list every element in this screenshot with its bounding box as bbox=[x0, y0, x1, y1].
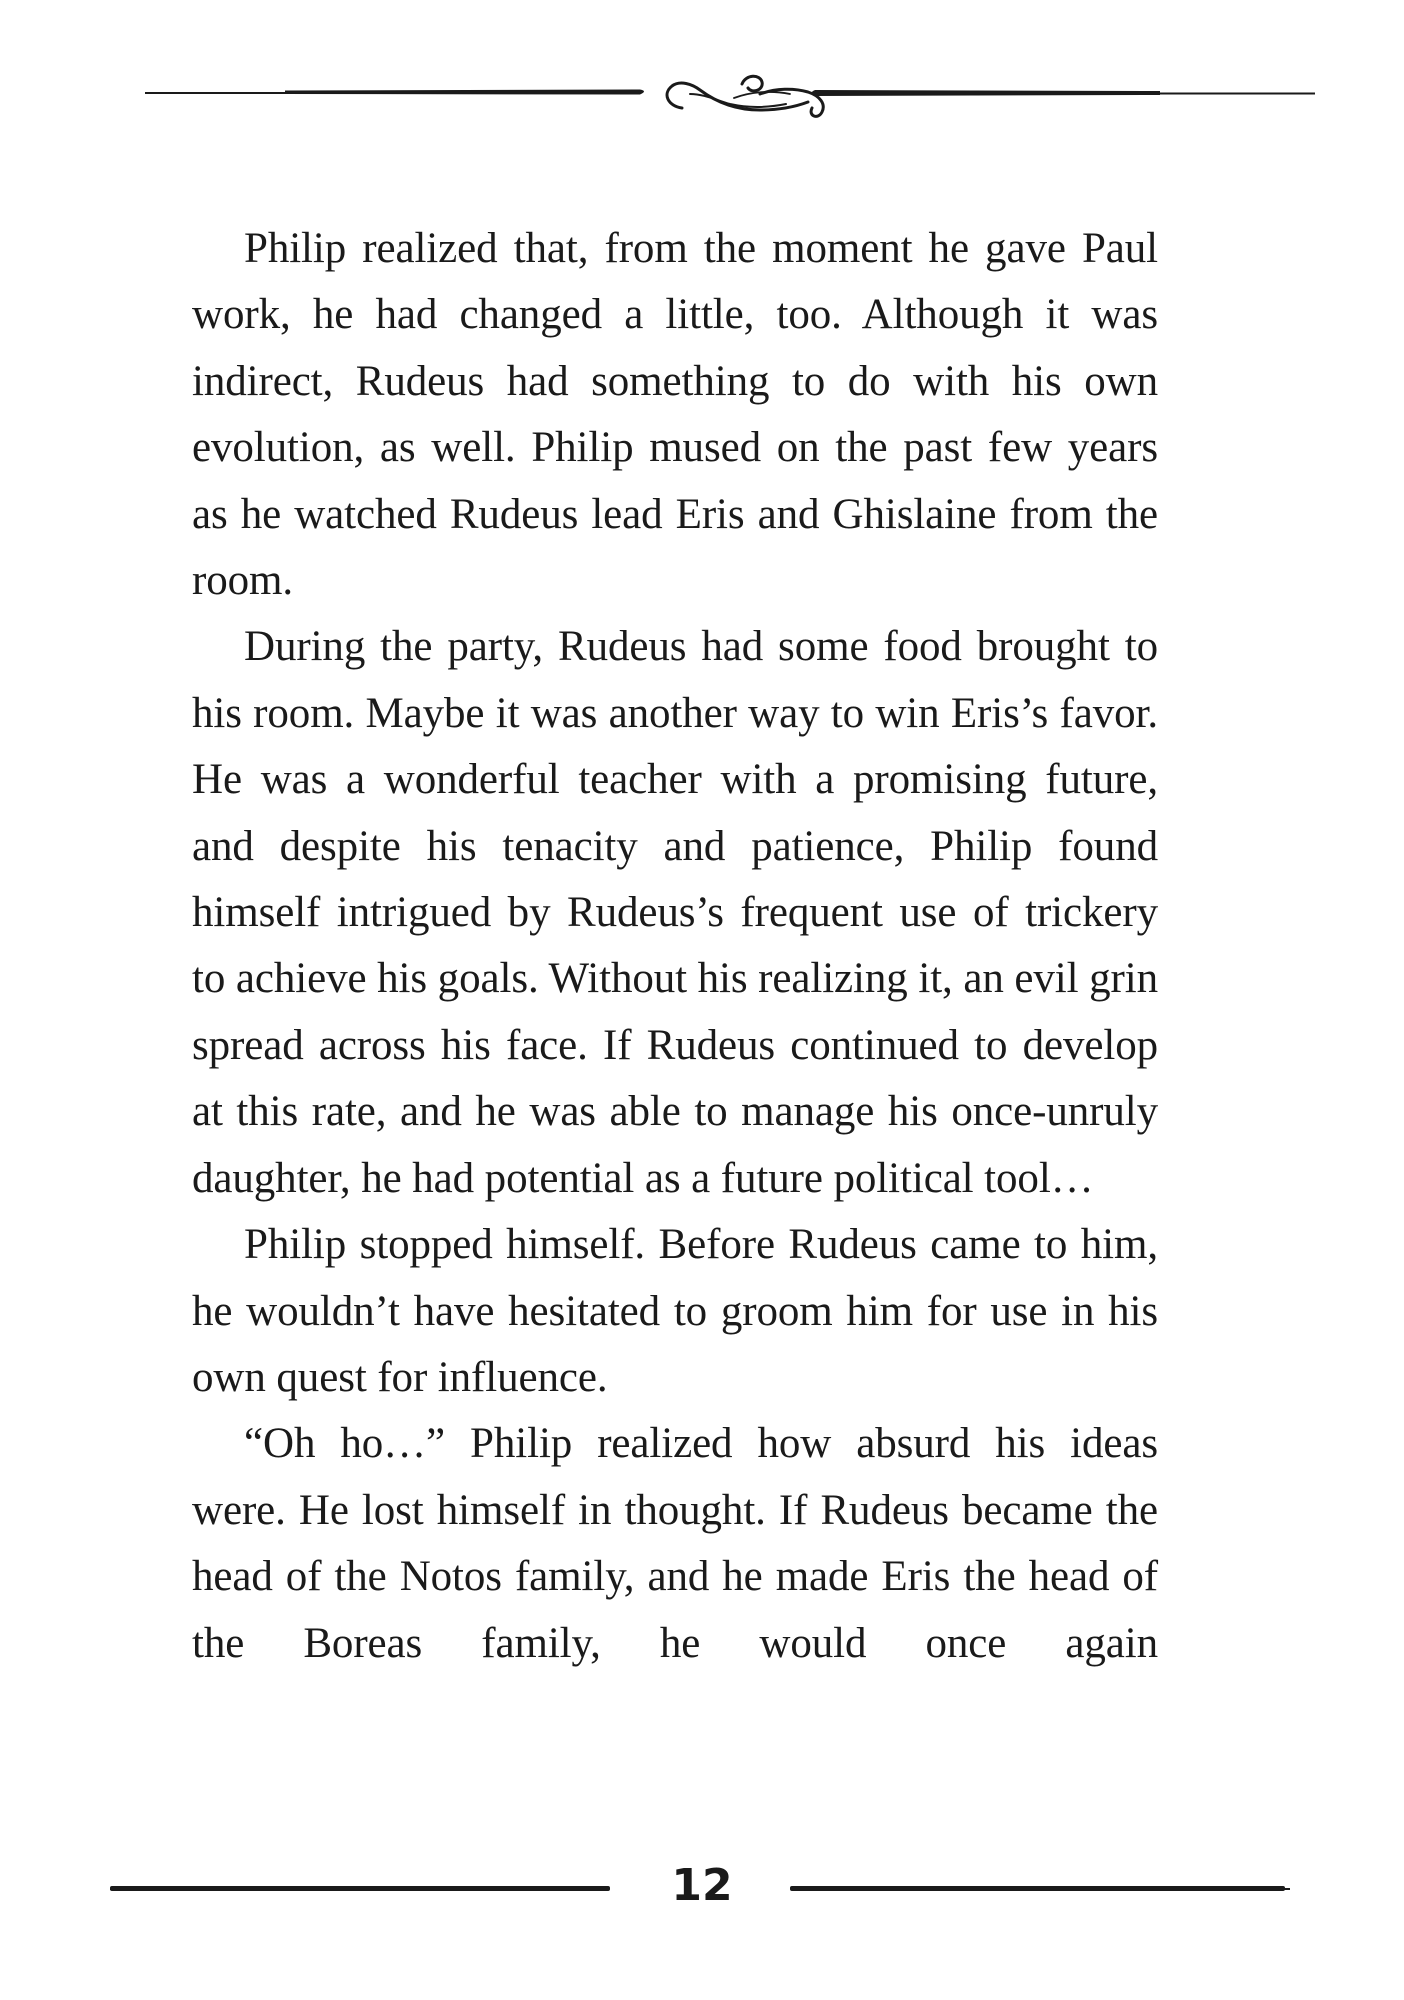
footer-rule-right-thin bbox=[1230, 1888, 1290, 1890]
paragraph-1: Philip realized that, from the moment he gave Paul work, he had changed a little, too. Although it was indirect, Rudeus had something to do with his own evolution, as well. Philip mused on the past few years as he watched Rudeus lead Eris and Ghislaine from the room. bbox=[192, 225, 1158, 605]
paragraph-3: Philip stopped himself. Before Rudeus came to him, he wouldn’t have hesitated to groom him for use in his own quest for influence. bbox=[192, 1221, 1158, 1401]
page-number: 12 bbox=[671, 1860, 733, 1911]
header-ornament bbox=[0, 50, 1404, 140]
paragraph-2: During the party, Rudeus had some food brought to his room. Maybe it was another way to win Eris’s favor. He was a wonderful teacher with a promising future, and despite his tenacity and patience, Philip found himself intrigued by Rudeus’s frequent use of trickery to achieve his goals. Without his realizing it, an evil grin spread across his face. If Rudeus continued to develop at this rate, and he was able to manage his once-unruly daughter, he had potential as a future political tool… bbox=[192, 623, 1158, 1202]
page-footer bbox=[0, 1850, 1404, 1930]
footer-rule-left bbox=[110, 1886, 610, 1891]
body-text bbox=[192, 216, 1158, 1677]
footer-rule-right bbox=[790, 1886, 1285, 1891]
flourish-ornament-icon bbox=[0, 50, 1404, 140]
paragraph-4: “Oh ho…” Philip realized how absurd his ideas were. He lost himself in thought. If Rudeus became the head of the Notos family, and he made Eris the head of the Boreas family, he would once again bbox=[192, 1420, 1158, 1667]
